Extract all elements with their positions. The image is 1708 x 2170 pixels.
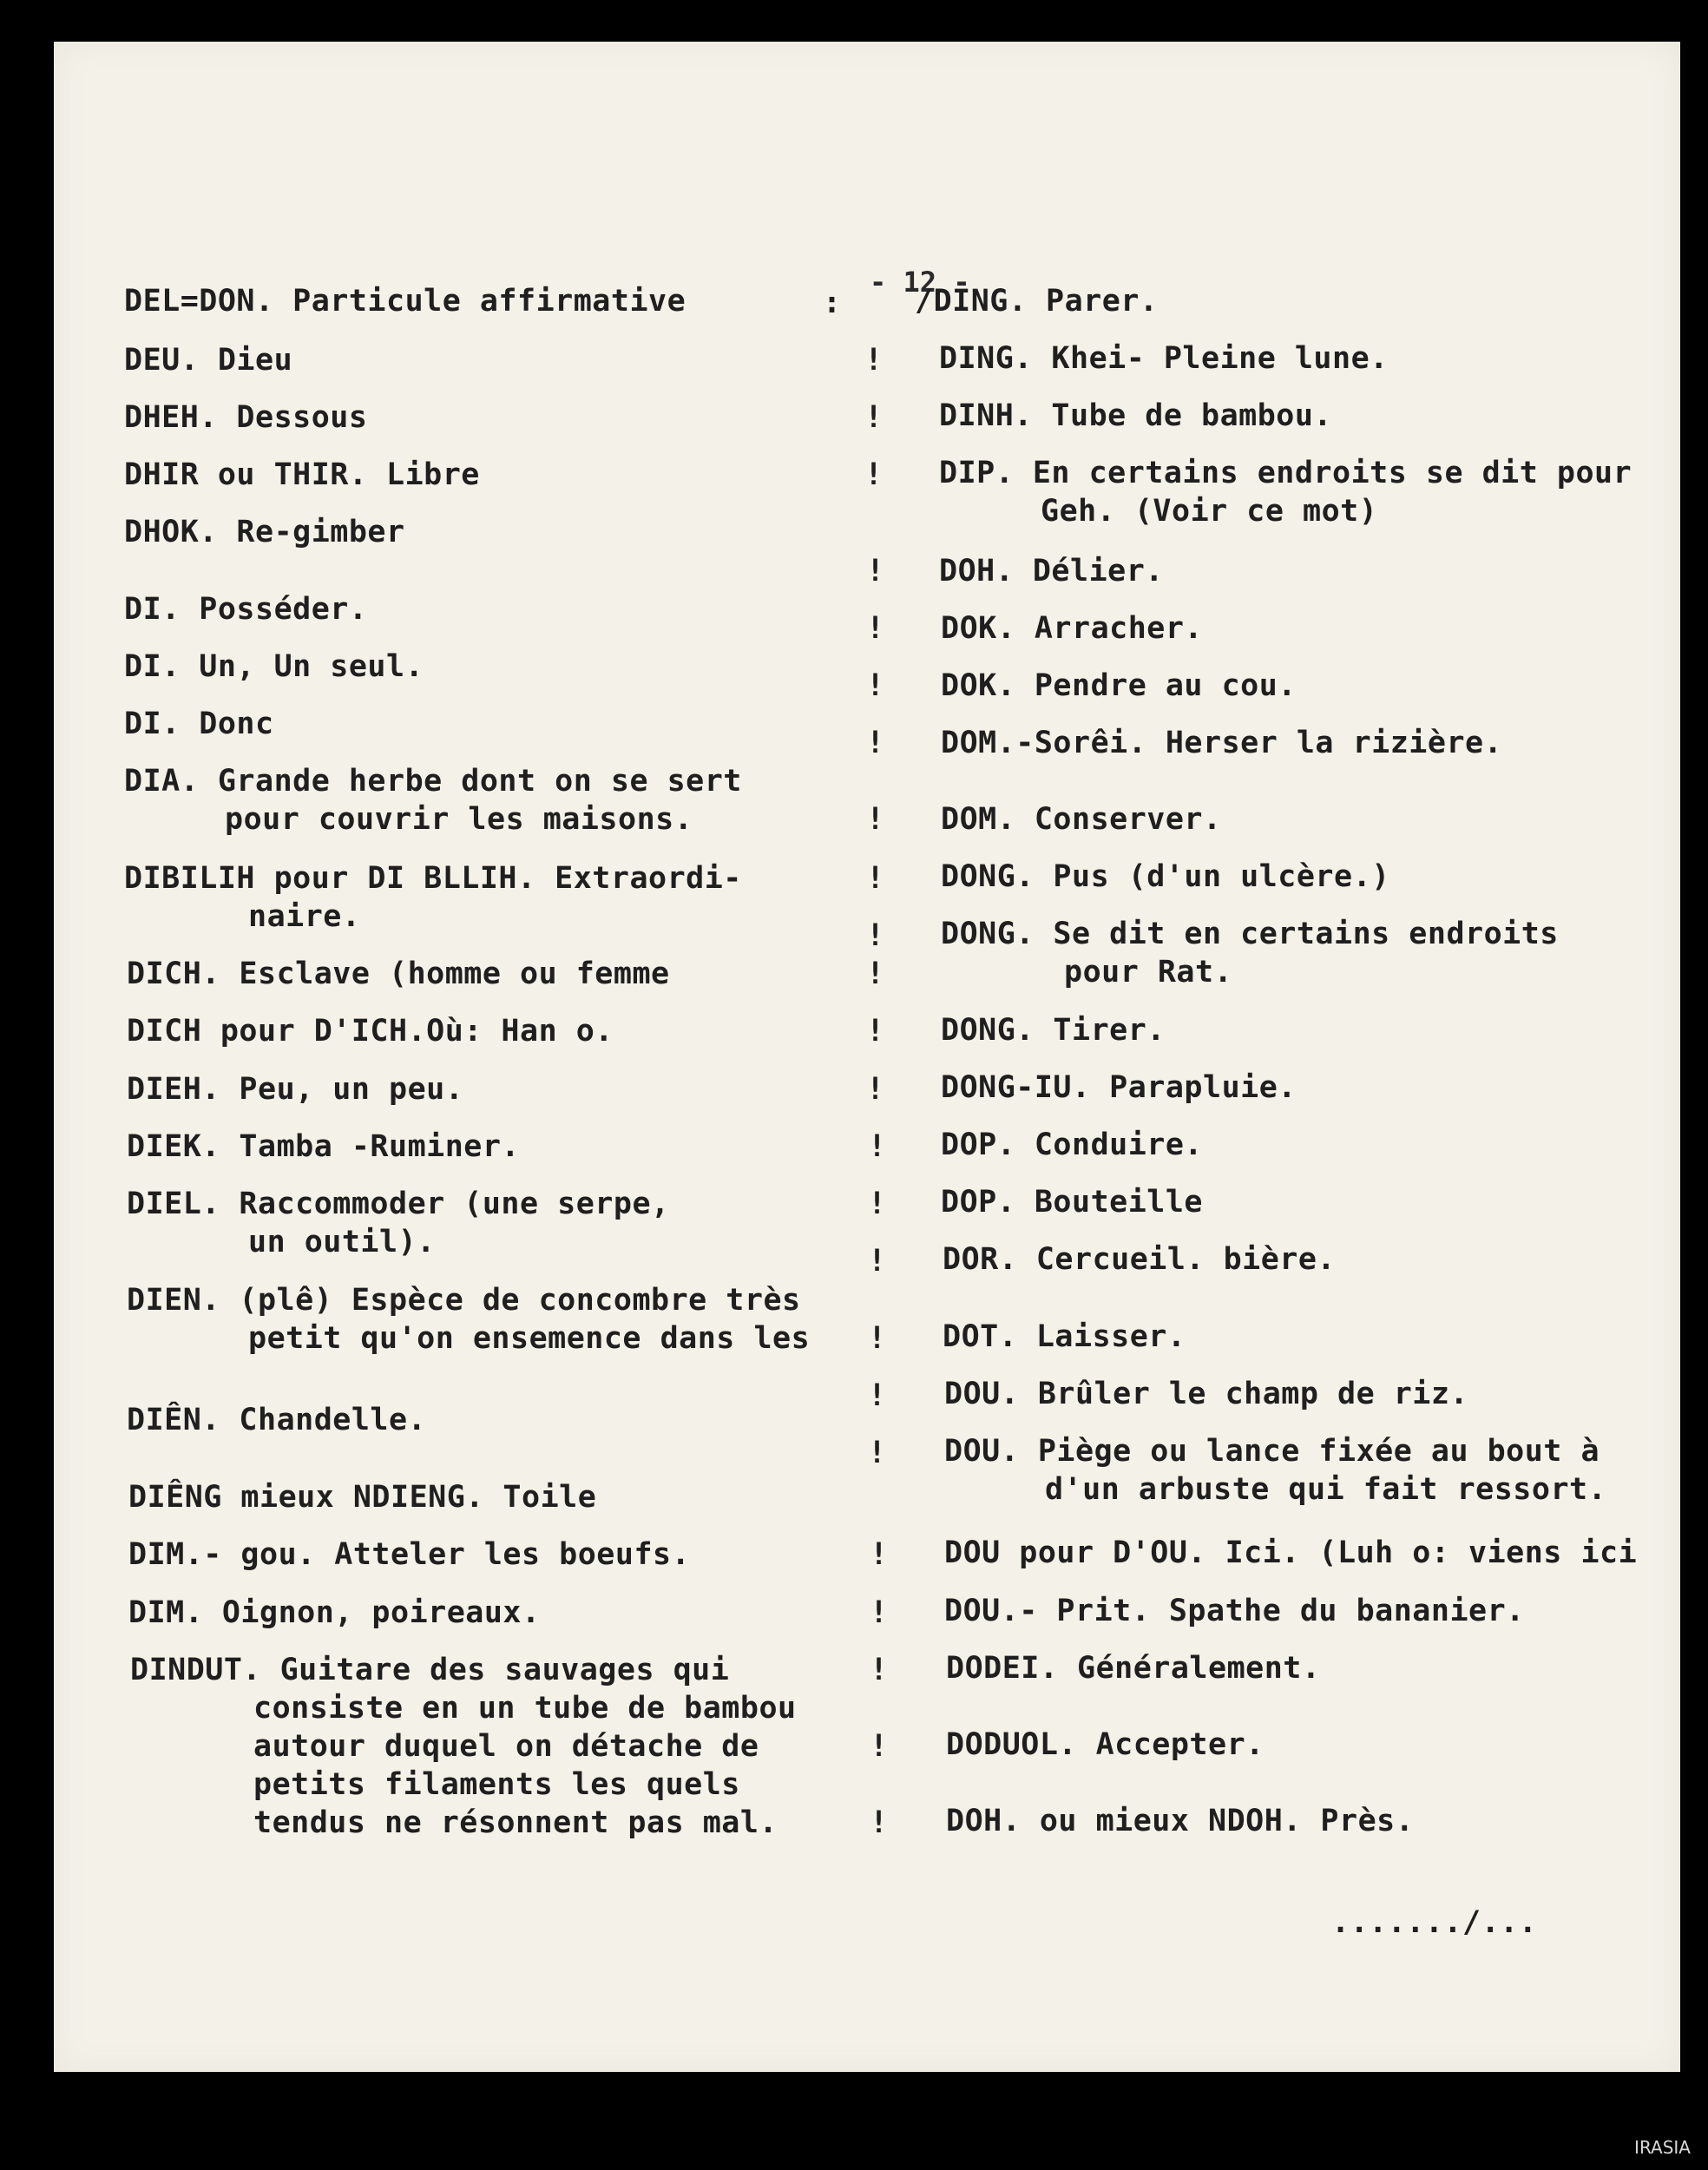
right-entry: DOU. Piège ou lance fixée au bout à: [944, 1434, 1600, 1469]
right-entry: DOP. Bouteille: [941, 1185, 1204, 1220]
left-entry: DI. Donc: [124, 707, 274, 741]
column-separator: !: [868, 1436, 887, 1470]
column-separator: !: [868, 1321, 887, 1356]
left-entry: DHIR ou THIR. Libre: [124, 457, 480, 492]
column-separator: !: [868, 1378, 887, 1413]
column-separator: !: [866, 554, 885, 589]
left-entry: DIBILIH pour DI BLLIH. Extraordi-: [124, 861, 742, 896]
right-entry: DONG. Se dit en certains endroits: [941, 917, 1559, 951]
left-entry: DIEK. Tamba -Ruminer.: [127, 1129, 521, 1164]
left-entry: DINDUT. Guitare des sauvages qui: [130, 1653, 730, 1687]
column-separator: :: [823, 286, 842, 320]
left-entry: DICH pour D'ICH.Où: Han o.: [127, 1014, 614, 1049]
right-entry-continuation: pour Rat.: [1064, 955, 1233, 990]
column-separator: !: [866, 1072, 885, 1107]
right-entry: DOM. Conserver.: [941, 802, 1222, 837]
left-entry: DI. Posséder.: [124, 592, 368, 627]
right-entry: DOP. Conduire.: [941, 1128, 1204, 1162]
right-entry: DONG. Pus (d'un ulcère.): [941, 859, 1390, 894]
watermark: IRASIA: [1634, 2137, 1691, 2158]
left-entry-continuation: autour duquel on détache de: [253, 1729, 759, 1764]
column-separator: !: [864, 457, 884, 492]
right-entry: DOU.- Prit. Spathe du bananier.: [944, 1594, 1525, 1628]
left-entry: DIÊNG mieux NDIENG. Toile: [128, 1480, 597, 1515]
left-entry: DEL=DON. Particule affirmative: [124, 284, 686, 319]
column-separator: !: [866, 611, 885, 646]
column-separator: !: [870, 1537, 889, 1572]
right-entry: DING. Khei- Pleine lune.: [939, 341, 1389, 376]
column-separator: !: [870, 1805, 889, 1840]
right-entry: DOH. Délier.: [939, 554, 1164, 589]
column-separator: !: [866, 726, 885, 760]
left-entry: DHOK. Re-gimber: [124, 515, 405, 549]
column-separator: !: [866, 1014, 885, 1049]
column-separator: !: [868, 1129, 887, 1164]
right-entry: DINH. Tube de bambou.: [939, 398, 1333, 433]
right-entry: DOU. Brûler le champ de riz.: [944, 1377, 1469, 1411]
left-entry: DEU. Dieu: [124, 343, 293, 378]
right-entry-continuation: d'un arbuste qui fait ressort.: [1045, 1472, 1607, 1507]
column-separator: !: [868, 1187, 887, 1221]
left-entry-continuation: petits filaments les quels: [253, 1767, 740, 1802]
right-entry-continuation: Geh. (Voir ce mot): [1041, 494, 1378, 529]
left-entry-continuation: petit qu'on ensemence dans les: [248, 1321, 811, 1356]
left-entry: DHEH. Dessous: [124, 400, 368, 435]
left-entry: DIEL. Raccommoder (une serpe,: [127, 1187, 670, 1221]
left-entry-continuation: pour couvrir les maisons.: [225, 802, 693, 837]
right-entry: DOK. Arracher.: [941, 611, 1204, 646]
left-entry-continuation: un outil).: [248, 1225, 436, 1259]
left-entry: DIM. Oignon, poireaux.: [128, 1595, 541, 1630]
column-separator: !: [866, 802, 885, 837]
continuation-mark: ......./...: [1331, 1905, 1538, 1940]
column-separator: !: [864, 343, 884, 378]
column-separator: !: [868, 1244, 887, 1279]
right-entry: DOU pour D'OU. Ici. (Luh o: viens ici: [944, 1535, 1638, 1570]
left-entry: DIA. Grande herbe dont on se sert: [124, 764, 742, 799]
right-entry: DONG-IU. Parapluie.: [941, 1070, 1297, 1105]
typewritten-page: [54, 42, 1680, 2072]
right-entry: DOT. Laisser.: [943, 1319, 1186, 1354]
left-entry: DIÊN. Chandelle.: [127, 1403, 427, 1437]
right-entry: DOR. Cercueil. bière.: [943, 1242, 1337, 1277]
column-separator: !: [866, 918, 885, 953]
column-separator: !: [870, 1653, 889, 1687]
left-entry: DIM.- gou. Atteler les boeufs.: [128, 1537, 691, 1572]
right-entry: DOK. Pendre au cou.: [941, 668, 1297, 703]
right-entry: DODEI. Généralement.: [946, 1651, 1321, 1686]
right-entry: /DING. Parer.: [915, 284, 1159, 319]
column-separator: !: [866, 957, 885, 991]
column-separator: !: [870, 1595, 889, 1630]
column-separator: !: [866, 668, 885, 703]
left-entry: DI. Un, Un seul.: [124, 649, 424, 684]
right-entry: DOH. ou mieux NDOH. Près.: [946, 1804, 1415, 1838]
left-entry-continuation: naire.: [248, 899, 361, 934]
column-separator: !: [866, 861, 885, 896]
page-number: - 12 -: [870, 266, 970, 299]
left-entry-continuation: tendus ne résonnent pas mal.: [253, 1805, 778, 1840]
column-separator: !: [870, 1729, 889, 1764]
left-entry: DIEN. (plê) Espèce de concombre très: [127, 1283, 801, 1318]
right-entry: DIP. En certains endroits se dit pour: [939, 456, 1632, 490]
left-entry-continuation: consiste en un tube de bambou: [253, 1691, 797, 1726]
right-entry: DOM.-Sorêi. Herser la rizière.: [941, 726, 1503, 760]
column-separator: !: [864, 400, 884, 435]
right-entry: DODUOL. Accepter.: [946, 1727, 1265, 1762]
left-entry: DIEH. Peu, un peu.: [127, 1072, 464, 1107]
right-entry: DONG. Tirer.: [941, 1013, 1166, 1048]
left-entry: DICH. Esclave (homme ou femme: [127, 957, 670, 991]
